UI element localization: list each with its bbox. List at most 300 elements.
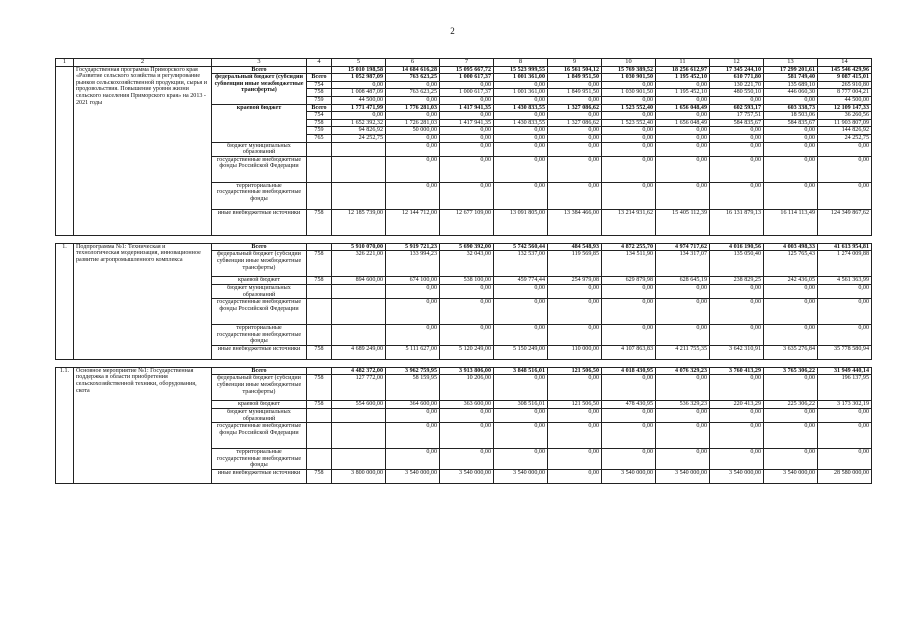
value-cell-10: 265 910,80 [818,81,872,89]
value-cell-3: 0,00 [440,299,494,325]
value-cell-6: 3 540 000,00 [602,470,656,484]
value-cell-8: 480 550,10 [710,89,764,97]
gap-cell [332,359,386,367]
value-cell-8: 0,00 [710,409,764,423]
value-cell-7: 0,00 [656,96,710,104]
value-cell-3: 12 677 109,00 [440,209,494,235]
value-cell-1: 894 600,00 [332,277,386,285]
value-cell-4: 1 430 833,55 [494,119,548,127]
value-cell-2: 0,00 [386,96,440,104]
value-cell-5: 0,00 [548,409,602,423]
value-cell-7: 1 195 452,10 [656,74,710,82]
value-cell-9: 446 060,30 [764,89,818,97]
budget-code: 758 [307,470,332,484]
value-cell-5: 1 849 951,50 [548,74,602,82]
value-cell-8: 4 016 190,56 [710,243,764,251]
value-cell-9: 0,00 [764,299,818,325]
value-cell-4: 0,00 [494,182,548,209]
gap-cell [710,359,764,367]
value-cell-1: 3 800 000,00 [332,470,386,484]
value-cell-7: 0,00 [656,134,710,142]
value-cell-2: 5 919 721,23 [386,243,440,251]
value-cell-3: 0,00 [440,182,494,209]
value-cell-1: 44 500,00 [332,96,386,104]
budget-code: 758 [307,251,332,277]
value-cell-8: 135 050,40 [710,251,764,277]
value-cell-10: 0,00 [818,299,872,325]
value-cell-4: 3 540 000,00 [494,470,548,484]
value-cell-5: 0,00 [548,127,602,135]
value-cell-7: 1 195 452,10 [656,89,710,97]
value-cell-5: 0,00 [548,142,602,156]
budget-code: 758 [307,375,332,401]
value-cell-7: 1 656 048,49 [656,104,710,112]
value-cell-5: 119 569,85 [548,251,602,277]
funding-source: государственные внебюджетные фонды Российской Федерации [212,299,307,325]
value-cell-4: 0,00 [494,112,548,120]
value-cell-5: 254 979,08 [548,277,602,285]
value-cell-10: 0,00 [818,423,872,449]
value-cell-1 [332,299,386,325]
value-cell-2: 0,00 [386,112,440,120]
value-cell-2: 0,00 [386,182,440,209]
value-cell-9: 0,00 [764,142,818,156]
value-cell-10: 3 173 302,19 [818,401,872,409]
budget-code: 758 [307,119,332,127]
budget-code [307,182,332,209]
value-cell-1: 0,00 [332,81,386,89]
value-cell-6: 1 030 901,50 [602,89,656,97]
value-cell-10: 28 580 000,00 [818,470,872,484]
header-cell-9: 9 [548,59,602,67]
value-cell-7: 18 256 612,97 [656,66,710,74]
value-cell-10: 12 109 147,33 [818,104,872,112]
header-cell-13: 13 [764,59,818,67]
table-row [56,66,872,74]
funding-source: федеральный бюджет (субсидии субвенции иные межбюджетные трансферты) [212,375,307,401]
value-cell-4: 0,00 [494,284,548,298]
value-cell-8: 0,00 [710,156,764,182]
value-cell-2: 1 776 281,03 [386,104,440,112]
value-cell-1: 554 600,00 [332,401,386,409]
value-cell-5: 0,00 [548,470,602,484]
value-cell-5: 13 384 466,00 [548,209,602,235]
value-cell-4: 1 001 361,00 [494,89,548,97]
value-cell-3: 0,00 [440,325,494,346]
value-cell-8: 220 413,29 [710,401,764,409]
value-cell-5: 121 506,50 [548,401,602,409]
value-cell-1: 0,00 [332,112,386,120]
funding-source: государственные внебюджетные фонды Российской Федерации [212,156,307,182]
value-cell-9: 0,00 [764,96,818,104]
gap-cell [710,235,764,243]
value-cell-8: 0,00 [710,127,764,135]
value-cell-3: 0,00 [440,96,494,104]
gap-cell [494,235,548,243]
value-cell-8: 0,00 [710,325,764,346]
value-cell-4: 0,00 [494,299,548,325]
value-cell-6: 13 214 931,62 [602,209,656,235]
value-cell-8: 17 757,51 [710,112,764,120]
header-cell-7: 7 [440,59,494,67]
value-cell-10: 0,00 [818,182,872,209]
value-cell-6: 0,00 [602,299,656,325]
value-cell-6: 0,00 [602,134,656,142]
value-cell-7: 1 656 048,49 [656,119,710,127]
row-number: 1.1. [56,367,74,483]
funding-source: Всего [212,367,307,375]
funding-source: бюджет муниципальных образований [212,142,307,156]
value-cell-7: 0,00 [656,409,710,423]
value-cell-5: 0,00 [548,284,602,298]
value-cell-6: 0,00 [602,81,656,89]
value-cell-2: 50 000,00 [386,127,440,135]
value-cell-10: 11 903 807,09 [818,119,872,127]
value-cell-9: 0,00 [764,423,818,449]
value-cell-6: 4 107 863,83 [602,345,656,359]
value-cell-5: 0,00 [548,134,602,142]
value-cell-4: 13 091 805,00 [494,209,548,235]
value-cell-8: 0,00 [710,96,764,104]
gap-cell [212,235,307,243]
value-cell-7: 0,00 [656,299,710,325]
funding-source: федеральный бюджет (субсидии субвенции иные межбюджетные трансферты) [212,251,307,277]
value-cell-7: 3 540 000,00 [656,470,710,484]
value-cell-2: 12 144 712,00 [386,209,440,235]
budget-code [307,299,332,325]
value-cell-7: 0,00 [656,182,710,209]
table-row [56,243,872,251]
funding-source: Всего [212,66,307,74]
value-cell-3: 1 000 617,37 [440,89,494,97]
header-cell-10: 10 [602,59,656,67]
value-cell-10: 0,00 [818,449,872,470]
value-cell-3: 32 043,00 [440,251,494,277]
gap-cell [818,359,872,367]
value-cell-4: 0,00 [494,423,548,449]
value-cell-7: 0,00 [656,81,710,89]
value-cell-10: 8 777 004,21 [818,89,872,97]
value-cell-10: 0,00 [818,142,872,156]
gap-cell [548,235,602,243]
value-cell-9: 0,00 [764,182,818,209]
value-cell-3: 3 540 000,00 [440,470,494,484]
header-cell-3: 3 [212,59,307,67]
value-cell-8: 130 221,70 [710,81,764,89]
value-cell-10: 196 137,95 [818,375,872,401]
value-cell-1: 5 910 070,00 [332,243,386,251]
value-cell-2: 0,00 [386,81,440,89]
value-cell-5: 121 506,50 [548,367,602,375]
value-cell-7: 0,00 [656,156,710,182]
value-cell-3: 10 206,00 [440,375,494,401]
gap-cell [602,359,656,367]
value-cell-9: 0,00 [764,375,818,401]
page-number: 2 [450,26,455,36]
value-cell-9: 18 503,06 [764,112,818,120]
funding-source: территориальные государственные внебюджетные фонды [212,325,307,346]
value-cell-6: 0,00 [602,127,656,135]
value-cell-4: 0,00 [494,375,548,401]
value-cell-3: 1 417 941,35 [440,119,494,127]
value-cell-4: 0,00 [494,325,548,346]
value-cell-3: 0,00 [440,134,494,142]
value-cell-4: 5 742 560,44 [494,243,548,251]
value-cell-7: 0,00 [656,423,710,449]
value-cell-10: 0,00 [818,325,872,346]
value-cell-6: 0,00 [602,325,656,346]
value-cell-2: 0,00 [386,284,440,298]
value-cell-10: 1 274 009,88 [818,251,872,277]
value-cell-9: 3 540 000,00 [764,470,818,484]
gap-cell [212,359,307,367]
value-cell-8: 0,00 [710,423,764,449]
value-cell-7: 134 317,07 [656,251,710,277]
budget-code [307,284,332,298]
funding-source: краевой бюджет [212,277,307,285]
value-cell-2: 0,00 [386,142,440,156]
budget-code: 758 [307,209,332,235]
value-cell-7: 0,00 [656,142,710,156]
gap-cell [440,235,494,243]
budget-code: 759 [307,127,332,135]
gap-cell [764,235,818,243]
value-cell-6: 4 872 255,70 [602,243,656,251]
value-cell-1 [332,284,386,298]
value-cell-2: 763 623,25 [386,74,440,82]
funding-source: бюджет муниципальных образований [212,409,307,423]
value-cell-9: 0,00 [764,449,818,470]
gap-cell [307,359,332,367]
value-cell-4: 132 537,00 [494,251,548,277]
funding-source: иные внебюджетные источники [212,470,307,484]
value-cell-10: 0,00 [818,156,872,182]
value-cell-3: 1 000 617,37 [440,74,494,82]
value-cell-1 [332,156,386,182]
budget-code: 758 [307,401,332,409]
value-cell-6: 0,00 [602,182,656,209]
value-cell-5: 1 327 086,62 [548,104,602,112]
value-cell-1: 4 689 249,00 [332,345,386,359]
value-cell-2: 5 111 627,00 [386,345,440,359]
value-cell-7: 628 645,19 [656,277,710,285]
value-cell-8: 3 642 310,91 [710,345,764,359]
value-cell-2: 763 623,25 [386,89,440,97]
value-cell-6: 4 018 430,95 [602,367,656,375]
value-cell-10: 35 778 580,94 [818,345,872,359]
gap-cell [656,359,710,367]
value-cell-9: 16 114 113,49 [764,209,818,235]
value-cell-2: 3 540 000,00 [386,470,440,484]
gap-cell [332,235,386,243]
budget-code [307,325,332,346]
value-cell-2: 0,00 [386,299,440,325]
header-row [56,59,872,67]
value-cell-7: 4 076 329,23 [656,367,710,375]
budget-code [307,423,332,449]
value-cell-5: 16 561 504,12 [548,66,602,74]
value-cell-5: 0,00 [548,182,602,209]
value-cell-9: 581 749,40 [764,74,818,82]
value-cell-9: 3 765 306,22 [764,367,818,375]
value-cell-9: 225 306,22 [764,401,818,409]
value-cell-1: 326 221,00 [332,251,386,277]
value-cell-5: 0,00 [548,449,602,470]
value-cell-4: 5 150 249,00 [494,345,548,359]
value-cell-5: 0,00 [548,81,602,89]
value-cell-1: 1 652 392,32 [332,119,386,127]
value-cell-6: 0,00 [602,112,656,120]
value-cell-9: 603 338,73 [764,104,818,112]
header-cell-4: 4 [307,59,332,67]
value-cell-5: 110 000,00 [548,345,602,359]
value-cell-5: 484 548,93 [548,243,602,251]
value-cell-3: 538 100,00 [440,277,494,285]
value-cell-4: 0,00 [494,127,548,135]
value-cell-9: 0,00 [764,156,818,182]
value-cell-3: 0,00 [440,156,494,182]
funding-source: Всего [212,243,307,251]
header-cell-14: 14 [818,59,872,67]
value-cell-7: 536 329,23 [656,401,710,409]
value-cell-8: 0,00 [710,182,764,209]
value-cell-10: 4 561 363,99 [818,277,872,285]
value-cell-5: 0,00 [548,299,602,325]
value-cell-1: 127 772,00 [332,375,386,401]
value-cell-6: 1 030 901,50 [602,74,656,82]
gap-cell [818,235,872,243]
value-cell-9: 0,00 [764,127,818,135]
value-cell-4: 0,00 [494,81,548,89]
budget-code [307,409,332,423]
value-cell-7: 0,00 [656,112,710,120]
row-number: 1. [56,243,74,359]
value-cell-9: 135 689,10 [764,81,818,89]
value-cell-8: 3 540 000,00 [710,470,764,484]
value-cell-1 [332,409,386,423]
value-cell-5: 0,00 [548,423,602,449]
value-cell-6: 0,00 [602,423,656,449]
value-cell-10: 24 252,75 [818,134,872,142]
value-cell-2: 3 962 759,95 [386,367,440,375]
value-cell-2: 0,00 [386,423,440,449]
value-cell-7: 15 405 112,39 [656,209,710,235]
value-cell-9: 0,00 [764,284,818,298]
funding-source: иные внебюджетные источники [212,345,307,359]
value-cell-4: 3 848 516,01 [494,367,548,375]
value-cell-3: 5 690 392,00 [440,243,494,251]
value-cell-3: 0,00 [440,112,494,120]
value-cell-7: 0,00 [656,127,710,135]
budget-code: 765 [307,134,332,142]
budget-code: 754 [307,112,332,120]
value-cell-1: 24 252,75 [332,134,386,142]
budget-code [307,66,332,74]
gap-cell [656,235,710,243]
funding-source: краевой бюджет [212,104,307,142]
funding-source: территориальные государственные внебюджетные фонды [212,449,307,470]
value-cell-10: 0,00 [818,409,872,423]
value-cell-5: 0,00 [548,375,602,401]
value-cell-6: 15 769 389,52 [602,66,656,74]
value-cell-9: 242 436,05 [764,277,818,285]
gap-cell [56,235,74,243]
value-cell-8: 16 131 879,13 [710,209,764,235]
value-cell-9: 584 835,67 [764,119,818,127]
value-cell-5: 0,00 [548,325,602,346]
value-cell-8: 238 829,25 [710,277,764,285]
value-cell-3: 0,00 [440,449,494,470]
value-cell-10: 124 349 867,62 [818,209,872,235]
value-cell-6: 1 523 552,40 [602,104,656,112]
value-cell-10: 36 260,56 [818,112,872,120]
value-cell-9: 17 299 201,61 [764,66,818,74]
value-cell-3: 15 095 667,72 [440,66,494,74]
value-cell-1 [332,142,386,156]
value-cell-6: 134 511,90 [602,251,656,277]
value-cell-4: 15 523 999,55 [494,66,548,74]
value-cell-1 [332,325,386,346]
value-cell-10: 0,00 [818,284,872,298]
value-cell-4: 0,00 [494,142,548,156]
value-cell-6: 629 879,98 [602,277,656,285]
value-cell-4: 1 001 361,00 [494,74,548,82]
value-cell-8: 0,00 [710,299,764,325]
value-cell-10: 44 500,00 [818,96,872,104]
value-cell-6: 0,00 [602,375,656,401]
value-cell-6: 1 523 552,40 [602,119,656,127]
value-cell-1 [332,423,386,449]
funding-source: иные внебюджетные источники [212,209,307,235]
value-cell-4: 0,00 [494,409,548,423]
budget-code [307,142,332,156]
value-cell-8: 584 835,67 [710,119,764,127]
budget-code [307,243,332,251]
funding-source: бюджет муниципальных образований [212,284,307,298]
section-gap [56,359,872,367]
value-cell-3: 3 913 806,00 [440,367,494,375]
value-cell-8: 610 771,80 [710,74,764,82]
value-cell-3: 1 417 941,35 [440,104,494,112]
gap-cell [764,359,818,367]
value-cell-2: 58 159,95 [386,375,440,401]
value-cell-9: 0,00 [764,134,818,142]
header-cell-6: 6 [386,59,440,67]
row-number [56,66,74,235]
value-cell-2: 0,00 [386,156,440,182]
value-cell-8: 0,00 [710,375,764,401]
value-cell-6: 0,00 [602,156,656,182]
gap-cell [548,359,602,367]
value-cell-8: 3 760 413,29 [710,367,764,375]
value-cell-1: 15 010 198,58 [332,66,386,74]
value-cell-1: 12 185 739,00 [332,209,386,235]
budget-code [307,367,332,375]
value-cell-6: 478 430,95 [602,401,656,409]
gap-cell [440,359,494,367]
value-cell-2: 0,00 [386,449,440,470]
program-name: Подпрограмма №1: Техническая и технологическая модернизация, инновационное развитие агропромышленного комплекса [74,243,212,359]
gap-cell [386,235,440,243]
value-cell-9: 125 765,43 [764,251,818,277]
value-cell-8: 17 345 244,10 [710,66,764,74]
value-cell-8: 0,00 [710,142,764,156]
value-cell-7: 0,00 [656,325,710,346]
header-cell-12: 12 [710,59,764,67]
value-cell-10: 145 546 429,96 [818,66,872,74]
value-cell-8: 0,00 [710,134,764,142]
budget-code: Всего [307,74,332,82]
